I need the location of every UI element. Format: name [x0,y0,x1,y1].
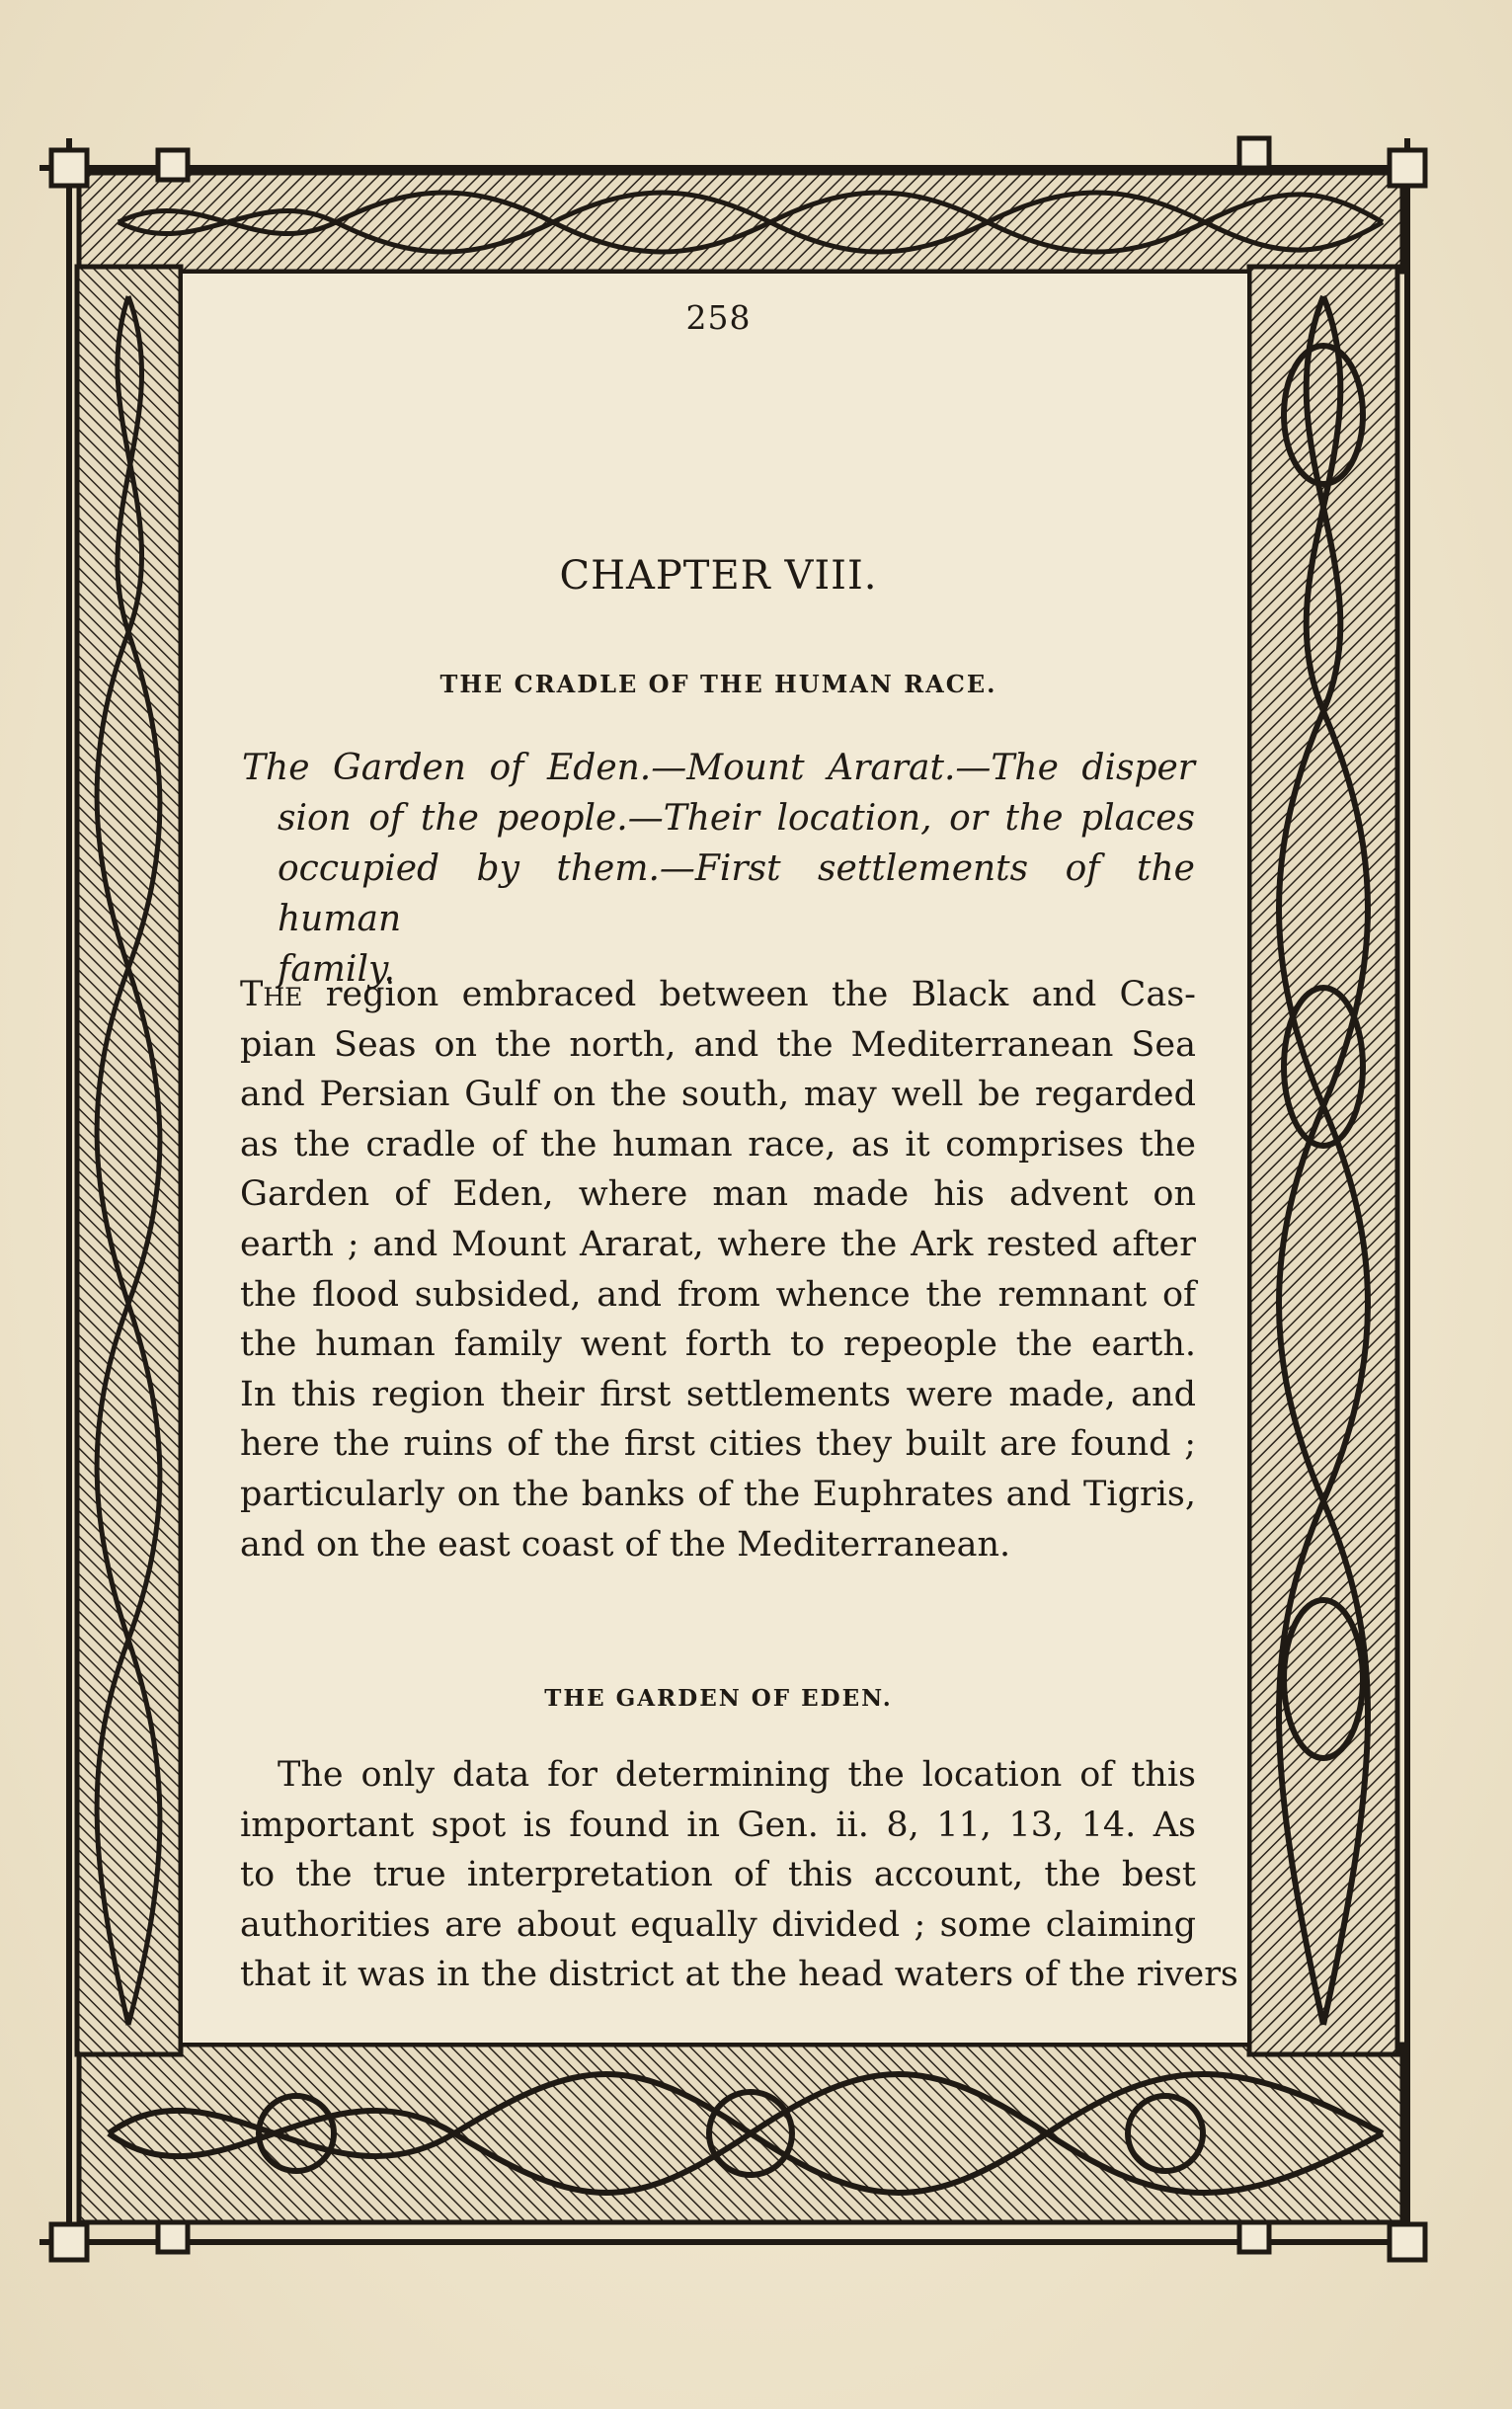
left-border-band [77,267,181,2054]
paragraph-line: the flood subsided, and from whence the remnant of [240,1274,1196,1315]
paragraph-1 [240,970,1196,1569]
paragraph-line: important spot is found in Gen. ii. 8, 11, 13, 14. As [240,1805,1196,1845]
paragraph-line: that it was in the district at the head waters of the rivers [240,1955,1238,1995]
paragraph-line: authorities are about equally divided ; some claiming [240,1904,1196,1945]
paragraph-line-text: region embraced between the Black and Cas- [302,975,1196,1014]
paragraph-line: particularly on the banks of the Euphrates and Tigris, [240,1474,1196,1514]
paragraph-line: as the cradle of the human race, as it comprises the [240,1124,1196,1164]
text-area [237,286,1238,2035]
synopsis-line: occupied by them.—First settlements of the human [278,848,1195,939]
paragraph-line: The only data for determining the location of this [278,1755,1196,1795]
section-heading: THE GARDEN OF EDEN. [544,1685,893,1712]
paragraph-line [240,970,1196,1020]
synopsis-line: sion of the people.—Their location, or the places [278,798,1195,839]
paragraph-line: and Persian Gulf on the south, may well be regarded [240,1075,1196,1115]
paragraph-line: Garden of Eden, where man made his advent on [240,1174,1196,1215]
drop-word: The [240,975,303,1014]
chapter-synopsis [242,743,1195,995]
synopsis-line: family. [278,949,395,990]
synopsis-line: The Garden of Eden.—Mount Ararat.—The disper [242,748,1195,788]
chapter-subtitle: THE CRADLE OF THE HUMAN RACE. [439,670,997,698]
paragraph-line: In this region their first settlements were made, and [240,1374,1196,1414]
paragraph-line: to the true interpretation of this account, the best [240,1855,1196,1895]
paragraph-line: earth ; and Mount Ararat, where the Ark rested after [240,1224,1196,1264]
paragraph-line: the human family went forth to repeople the earth. [240,1325,1196,1365]
page-number: 258 [685,298,752,337]
paragraph-line: pian Seas on the north, and the Mediterranean Sea [240,1024,1196,1065]
paragraph-2 [240,1750,1238,2000]
paragraph-line: here the ruins of the first cities they built are found ; [240,1424,1196,1465]
right-border-band [1249,267,1397,2054]
paragraph-line: and on the east coast of the Mediterranean. [240,1524,1011,1565]
chapter-title: CHAPTER VIII. [559,553,878,599]
